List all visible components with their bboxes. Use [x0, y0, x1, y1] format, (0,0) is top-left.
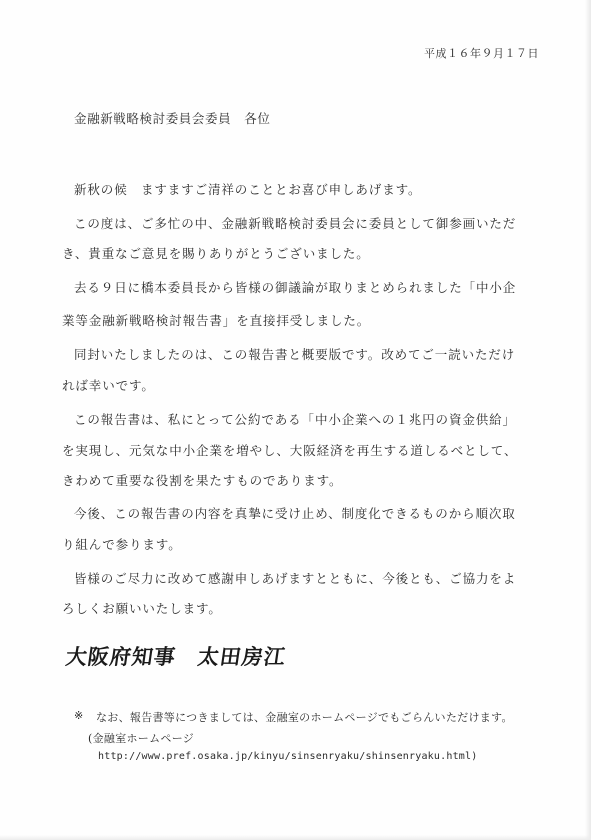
- scan-edge-bottom: [0, 835, 591, 840]
- homepage-label: (金融室ホームページ: [88, 732, 195, 745]
- body-line: きわめて重要な役割を果たすものであります。: [62, 473, 343, 488]
- letter-addressee: 金融新戦略検討委員会委員 各位: [74, 111, 271, 126]
- letter-date: 平成１６年９月１７日: [424, 47, 539, 60]
- body-line: 去る９日に橋本委員長から皆様の御議論が取りまとめられました「中小企: [74, 280, 517, 295]
- note-mark: ※: [74, 709, 84, 722]
- body-line: 同封いたしましたのは、この報告書と概要版です。改めてご一読いただけ: [74, 347, 516, 362]
- homepage-url: http://www.pref.osaka.jp/kinyu/sinsenryaku/shinsenryaku.html): [98, 751, 478, 762]
- scan-edge-right: [585, 0, 591, 840]
- body-line: き、貴重なご意見を賜りありがとうございました。: [62, 246, 370, 261]
- signature: 大阪府知事 太田房江: [64, 644, 288, 669]
- body-line: ろしくお願いいたします。: [62, 601, 222, 616]
- body-line: この度は、ご多忙の中、金融新戦略検討委員会に委員として御参画いただ: [74, 216, 517, 231]
- body-line: り組んで参ります。: [62, 537, 182, 552]
- body-line: 新秋の候 ますますご清祥のこととお喜び申しあげます。: [74, 182, 422, 197]
- note-text: なお、報告書等につきましては、金融室のホームページでもごらんいただけます。: [96, 711, 513, 724]
- body-line: 業等金融新戦略検討報告書」を直接拝受しました。: [62, 313, 371, 328]
- body-line: を実現し、元気な中小企業を増やし、大阪経済を再生する道しるべとして、: [62, 443, 518, 458]
- body-line: この報告書は、私にとって公約である「中小企業への１兆円の資金供給」: [74, 412, 516, 427]
- body-line: 皆様のご尽力に改めて感謝申しあげますとともに、今後とも、ご協力をよ: [74, 571, 517, 586]
- body-line: れば幸いです。: [62, 378, 155, 393]
- body-line: 今後、この報告書の内容を真摯に受け止め、制度化できるものから順次取: [74, 506, 516, 521]
